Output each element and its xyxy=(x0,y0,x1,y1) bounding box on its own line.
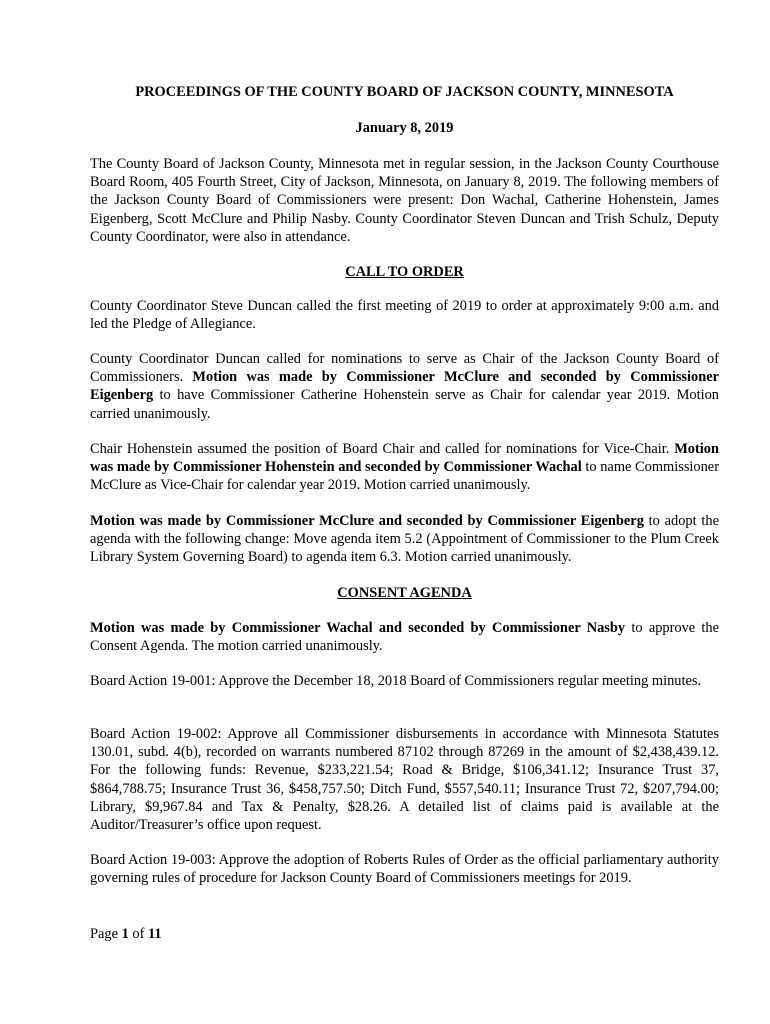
agenda-motion-result: to adopt the agenda with the following change: Move agenda item 5.2 (Appointment of Commissioner to the Plum Creek Library System Governing Board) to agenda item 6.3. Motion carried unanimously. xyxy=(90,513,719,566)
agenda-motion-bold: Motion was made by Commissioner McClure and seconded by Commissioner Eigenberg xyxy=(90,513,644,529)
chair-motion-bold: Motion was made by Commissioner McClure and seconded by Commissioner Eigenberg xyxy=(90,369,719,404)
chair-nomination-paragraph xyxy=(90,350,719,423)
consent-motion-result: to approve the Consent Agenda. The motion carried unanimously. xyxy=(90,620,719,655)
call-to-order-paragraph-1: County Coordinator Steve Duncan called the first meeting of 2019 to order at approximately 9:00 a.m. and led the Pledge of Allegiance. xyxy=(90,298,719,333)
board-action-19-003: Board Action 19-003: Approve the adoption of Roberts Rules of Order as the official parliamentary authority governing rules of procedure for Jackson County Board of Commissioners meetings for 2019. xyxy=(90,852,719,887)
footer-of-word: of xyxy=(132,926,145,942)
footer-page-word: Page xyxy=(90,926,118,942)
document-page xyxy=(90,0,719,1024)
call-to-order-heading: CALL TO ORDER xyxy=(345,264,464,280)
consent-motion-paragraph xyxy=(90,619,719,655)
vice-chair-motion-bold: Motion was made by Commissioner Hohenstein and seconded by Commissioner Wachal xyxy=(90,441,719,476)
vice-chair-motion-result: to name Commissioner McClure as Vice-Chair for calendar year 2019. Motion carried unanimously. xyxy=(90,459,719,494)
footer-page-total: 11 xyxy=(148,926,162,942)
chair-motion-result: to have Commissioner Catherine Hohenstein serve as Chair for calendar year 2019. Motion carried unanimously. xyxy=(90,387,719,422)
footer-page-number: 1 xyxy=(121,926,129,942)
chair-nomination-text: County Coordinator Duncan called for nominations to serve as Chair of the Jackson County Board of Commissioners. xyxy=(90,351,719,386)
board-action-19-001: Board Action 19-001: Approve the December 18, 2018 Board of Commissioners regular meeting minutes. xyxy=(90,673,702,689)
intro-paragraph: The County Board of Jackson County, Minnesota met in regular session, in the Jackson County Courthouse Board Room, 405 Fourth Street, City of Jackson, Minnesota, on January 8, 2019. The following members of the Jackson County Board of Commissioners were present: Don Wachal, Catherine Hohenstein, James Eigenberg, Scott McClure and Philip Nasby. County Coordinator Steven Duncan and Trish Schulz, Deputy County Coordinator, were also in attendance. xyxy=(90,156,719,245)
meeting-date: January 8, 2019 xyxy=(355,120,454,136)
page-footer xyxy=(90,925,162,943)
board-action-19-002: Board Action 19-002: Approve all Commissioner disbursements in accordance with Minnesota Statutes 130.01, subd. 4(b), recorded on warrants numbered 87102 through 87269 in the amount of $2,438,439.12. For the following funds: Revenue, $233,221.54; Road & Bridge, $106,341.12; Insurance Trust 37, $864,788.75; Insurance Trust 36, $458,757.50; Ditch Fund, $557,540.11; Insurance Trust 72, $207,794.00; Library, $9,967.84 and Tax & Penalty, $28.26. A detailed list of claims paid is available at the Auditor/Treasurer’s office upon request. xyxy=(90,726,719,834)
consent-agenda-heading: CONSENT AGENDA xyxy=(337,585,472,601)
consent-motion-bold: Motion was made by Commissioner Wachal and seconded by Commissioner Nasby xyxy=(90,620,626,636)
agenda-adoption-paragraph xyxy=(90,512,719,567)
vice-chair-text: Chair Hohenstein assumed the position of Board Chair and called for nominations for Vice-Chair. xyxy=(90,441,675,457)
vice-chair-paragraph xyxy=(90,440,719,495)
document-title: PROCEEDINGS OF THE COUNTY BOARD OF JACKSON COUNTY, MINNESOTA xyxy=(135,84,674,100)
